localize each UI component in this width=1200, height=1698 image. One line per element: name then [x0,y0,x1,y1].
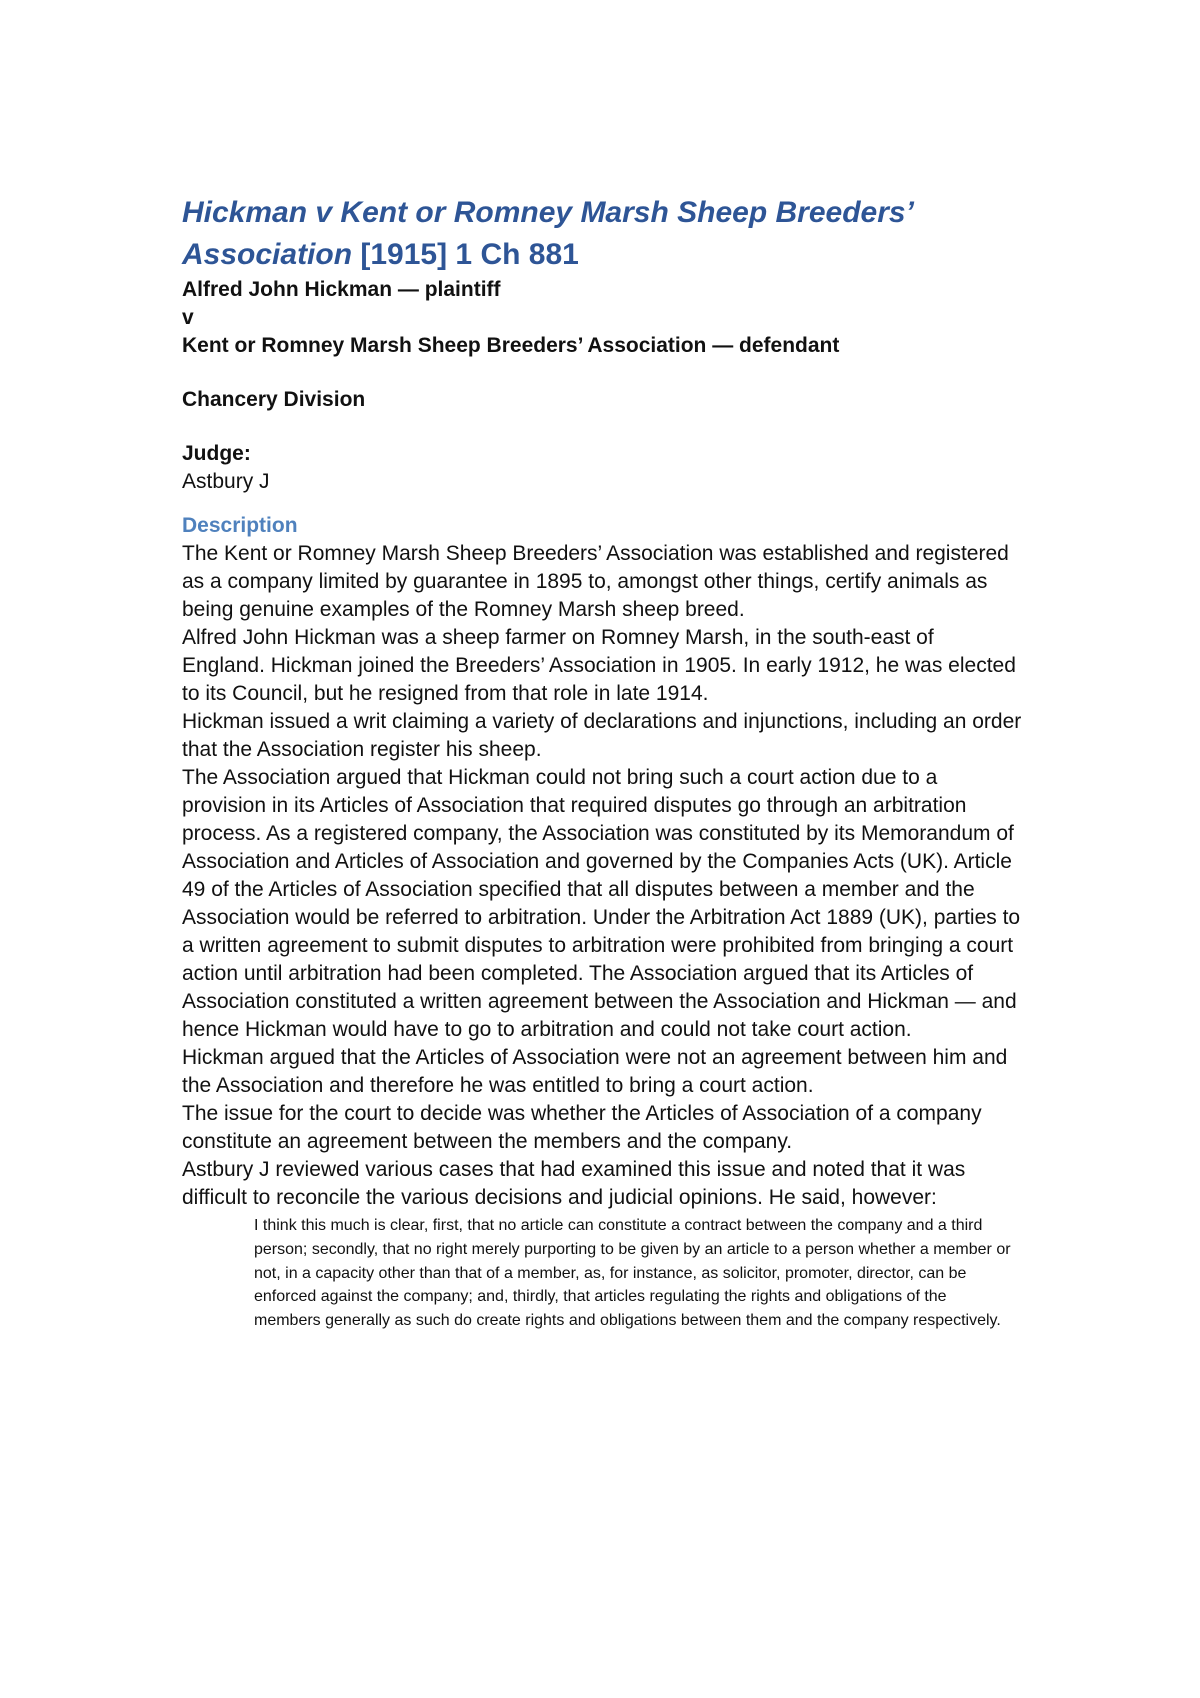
case-name: Hickman v Kent or Romney Marsh Sheep Breeders’ Association [182,196,913,271]
spacer [182,360,1022,386]
description-paragraph: Astbury J reviewed various cases that had examined this issue and noted that it was difficult to reconcile the various decisions and judicial opinions. He said, however: [182,1158,966,1209]
judgment-quote: I think this much is clear, first, that no article can constitute a contract between the company and a third person; secondly, that no right merely purporting to be given by an article to a person whether a member or not, in a capacity other than that of a member, as, for instance, as solicitor, promoter, director, can be enforced against the company; and, thirdly, that articles regulating the rights and obligations of the members generally as such do create rights and obligations between them and the company respectively. [254,1217,1011,1330]
case-title [182,192,1022,276]
case-citation: [1915] 1 Ch 881 [352,238,579,271]
spacer [182,414,1022,440]
court-name: Chancery Division [182,388,366,411]
description-paragraph: Alfred John Hickman was a sheep farmer on Romney Marsh, in the south-east of England. Hickman joined the Breeders’ Association in 1905. In early 1912, he was elected to its Council, but he resigned from that role in late 1914. [182,626,1016,705]
versus-line: v [182,306,194,329]
description-paragraph: The issue for the court to decide was whether the Articles of Association of a company constitute an agreement between the members and the company. [182,1102,982,1153]
document-page [182,192,1022,1333]
description-paragraph: Hickman issued a writ claiming a variety of declarations and injunctions, including an order that the Association register his sheep. [182,710,1022,761]
judge-name: Astbury J [182,470,270,493]
description-paragraph: The Kent or Romney Marsh Sheep Breeders’ Association was established and registered as a company limited by guarantee in 1895 to, amongst other things, certify animals as being genuine examples of the Romney Marsh sheep breed. [182,542,1009,621]
plaintiff-line: Alfred John Hickman — plaintiff [182,278,501,301]
description-paragraph: Hickman argued that the Articles of Association were not an agreement between him and the Association and therefore he was entitled to bring a court action. [182,1046,1008,1097]
judge-label: Judge: [182,442,251,465]
description-paragraph: The Association argued that Hickman could not bring such a court action due to a provision in its Articles of Association that required disputes go through an arbitration process. As a registered company, the Association was constituted by its Memorandum of Association and Articles of Association and governed by the Companies Acts (UK). Article 49 of the Articles of Association specified that all disputes between a member and the Association would be referred to arbitration. Under the Arbitration Act 1889 (UK), parties to a written agreement to submit disputes to arbitration were prohibited from bringing a court action until arbitration had been completed. The Association argued that its Articles of Association constituted a written agreement between the Association and Hickman — and hence Hickman would have to go to arbitration and could not take court action. [182,766,1021,1041]
defendant-line: Kent or Romney Marsh Sheep Breeders’ Association — defendant [182,334,840,357]
description-heading: Description [182,514,298,537]
description-body [182,540,1022,1212]
